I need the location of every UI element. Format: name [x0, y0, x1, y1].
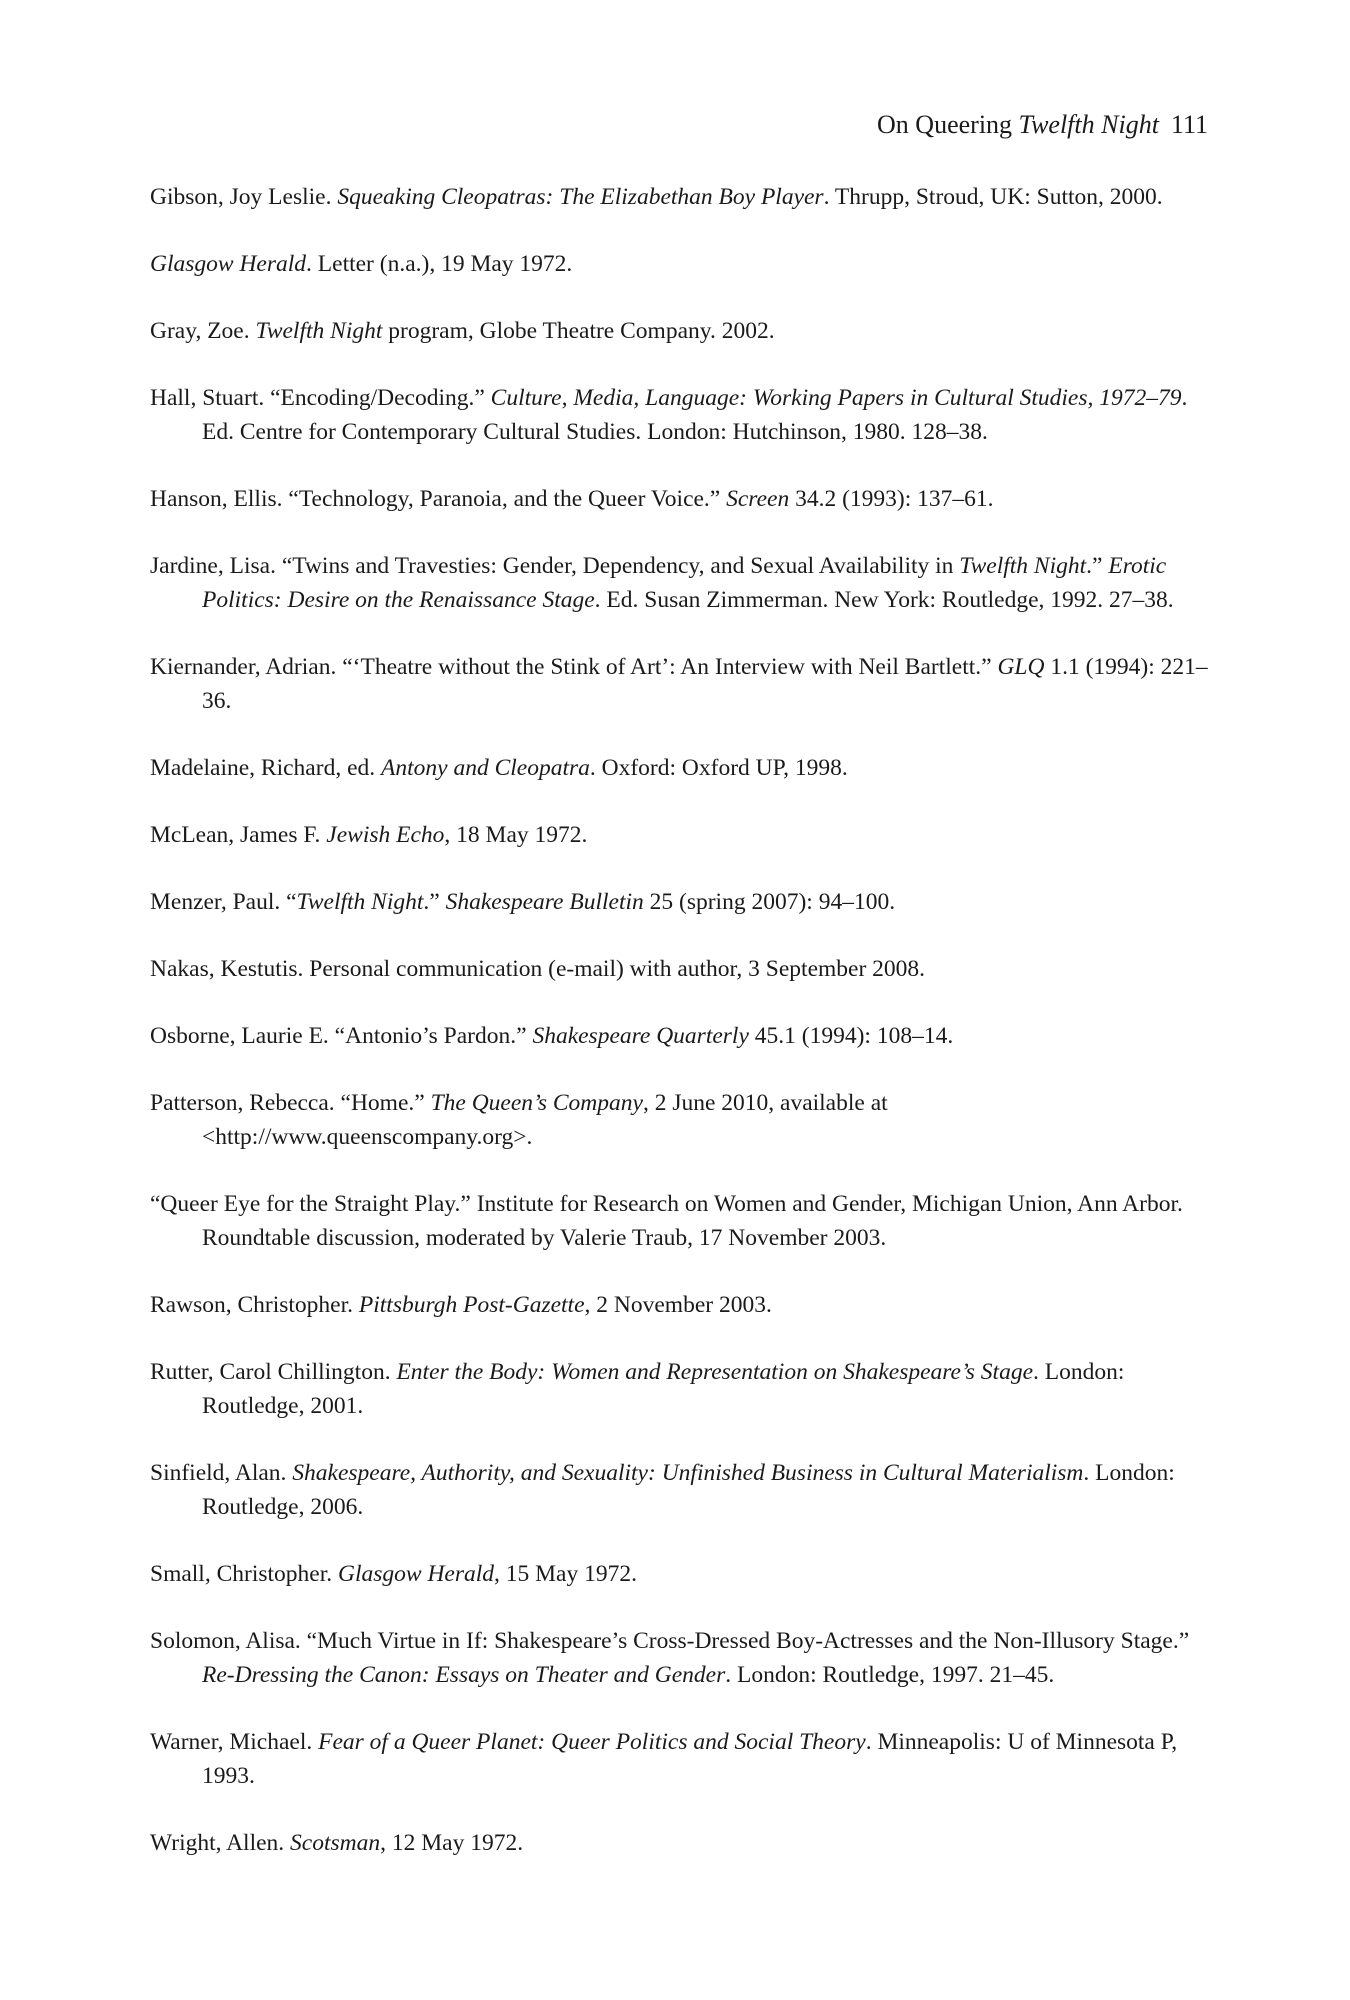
reference-entry [150, 549, 1210, 617]
reference-title-italic: Twelfth Night [296, 889, 424, 915]
reference-text: . Oxford: Oxford UP, 1998. [589, 755, 848, 781]
reference-entry [150, 1725, 1210, 1793]
reference-text: Madelaine, Richard, ed. [150, 755, 381, 781]
reference-text: program, Globe Theatre Company. 2002. [382, 318, 775, 344]
reference-entry [150, 247, 1210, 281]
reference-title-italic: Scotsman [290, 1830, 381, 1856]
reference-entry [150, 1019, 1210, 1053]
reference-entry [150, 482, 1210, 516]
reference-text: “Queer Eye for the Straight Play.” Institute for Research on Women and Gender, Michigan Union, Ann Arbor. Roundtable discussion, moderated by Valerie Traub, 17 November 2003. [150, 1191, 1183, 1251]
reference-entry [150, 1826, 1210, 1860]
reference-entry [150, 180, 1210, 214]
reference-entry [150, 1456, 1210, 1524]
reference-entry [150, 314, 1210, 348]
reference-title-italic: Twelfth Night [959, 553, 1087, 579]
page-number: 111 [1170, 110, 1208, 139]
reference-title-italic: Pittsburgh Post-Gazette [358, 1292, 585, 1318]
reference-text: Nakas, Kestutis. Personal communication (e-mail) with author, 3 September 2008. [150, 956, 926, 982]
reference-text: Gibson, Joy Leslie. [150, 184, 338, 210]
reference-text: . London: Routledge, 2001. [202, 1359, 1125, 1419]
reference-text: , 18 May 1972. [444, 822, 588, 848]
running-head-title-italic: Twelfth Night [1018, 110, 1159, 139]
reference-title-italic: Squeaking Cleopatras: The Elizabethan Boy Player [337, 184, 824, 210]
reference-text: Rutter, Carol Chillington. [150, 1359, 397, 1385]
reference-text: 34.2 (1993): 137–61. [789, 486, 994, 512]
reference-title-italic: Glasgow Herald [150, 251, 307, 277]
reference-title-italic: Shakespeare Quarterly [532, 1023, 749, 1049]
reference-text: Rawson, Christopher. [150, 1292, 359, 1318]
reference-text: Hanson, Ellis. “Technology, Paranoia, and the Queer Voice.” [150, 486, 727, 512]
running-head-title: On Queering [877, 110, 1019, 139]
reference-text: . London: Routledge, 1997. 21–45. [725, 1662, 1055, 1688]
reference-text: Menzer, Paul. “ [150, 889, 297, 915]
reference-entry [150, 1187, 1210, 1255]
reference-entry [150, 952, 1210, 986]
reference-text: . Ed. Susan Zimmerman. New York: Routledge, 1992. 27–38. [594, 587, 1174, 613]
reference-title-italic: The Queen’s Company [430, 1090, 643, 1116]
reference-text: 25 (spring 2007): 94–100. [643, 889, 896, 915]
reference-text: Jardine, Lisa. “Twins and Travesties: Gender, Dependency, and Sexual Availability in [150, 553, 960, 579]
reference-title-italic: Glasgow Herald [338, 1561, 495, 1587]
reference-entry [150, 1086, 1210, 1154]
reference-list [150, 180, 1210, 1893]
reference-text: , 2 June 2010, available at <http://www.queenscompany.org>. [202, 1090, 888, 1150]
reference-text: , 15 May 1972. [494, 1561, 637, 1587]
reference-entry [150, 650, 1210, 718]
reference-entry [150, 1288, 1210, 1322]
reference-entry [150, 1355, 1210, 1423]
reference-text: . Minneapolis: U of Minnesota P, 1993. [202, 1729, 1178, 1789]
reference-title-italic: Erotic Politics: Desire on the Renaissance Stage [202, 553, 1167, 613]
reference-title-italic: Culture, Media, Language: Working Papers in Cultural Studies, 1972–79 [490, 385, 1182, 411]
reference-text: 45.1 (1994): 108–14. [748, 1023, 954, 1049]
reference-text: McLean, James F. [150, 822, 327, 848]
running-head [877, 108, 1208, 142]
reference-title-italic: GLQ [997, 654, 1045, 680]
reference-text: Hall, Stuart. “Encoding/Decoding.” [150, 385, 491, 411]
reference-text: . Letter (n.a.), 19 May 1972. [306, 251, 573, 277]
reference-text: Patterson, Rebecca. “Home.” [150, 1090, 431, 1116]
reference-text: Sinfield, Alan. [150, 1460, 293, 1486]
reference-title-italic: Shakespeare, Authority, and Sexuality: Unfinished Business in Cultural Materialism [292, 1460, 1084, 1486]
reference-title-italic: Jewish Echo [326, 822, 445, 848]
reference-text: . Ed. Centre for Contemporary Cultural Studies. London: Hutchinson, 1980. 128–38. [202, 385, 1188, 445]
reference-text: Small, Christopher. [150, 1561, 338, 1587]
reference-text: Wright, Allen. [150, 1830, 291, 1856]
reference-text: .” [1086, 553, 1109, 579]
reference-title-italic: Shakespeare Bulletin [445, 889, 644, 915]
reference-text: , 12 May 1972. [380, 1830, 524, 1856]
reference-entry [150, 885, 1210, 919]
reference-text: 1.1 (1994): 221–36. [202, 654, 1208, 714]
reference-text: Kiernander, Adrian. “‘Theatre without the Stink of Art’: An Interview with Neil Bartlett.” [150, 654, 998, 680]
reference-entry [150, 751, 1210, 785]
reference-title-italic: Antony and Cleopatra [381, 755, 590, 781]
reference-title-italic: Enter the Body: Women and Representation on Shakespeare’s Stage [396, 1359, 1033, 1385]
reference-entry [150, 818, 1210, 852]
reference-entry [150, 1624, 1210, 1692]
reference-text: . London: Routledge, 2006. [202, 1460, 1175, 1520]
reference-title-italic: Re-Dressing the Canon: Essays on Theater and Gender [202, 1662, 726, 1688]
reference-title-italic: Twelfth Night [255, 318, 383, 344]
reference-entry [150, 1557, 1210, 1591]
reference-text: Warner, Michael. [150, 1729, 319, 1755]
reference-text: Gray, Zoe. [150, 318, 256, 344]
reference-text: , 2 November 2003. [584, 1292, 772, 1318]
reference-text: . Thrupp, Stroud, UK: Sutton, 2000. [823, 184, 1163, 210]
reference-text: Solomon, Alisa. “Much Virtue in If: Shakespeare’s Cross-Dressed Boy-Actresses and the Non-Illusory Stage.” [150, 1628, 1190, 1654]
reference-title-italic: Screen [726, 486, 790, 512]
reference-text: Osborne, Laurie E. “Antonio’s Pardon.” [150, 1023, 533, 1049]
reference-text: .” [423, 889, 446, 915]
reference-title-italic: Fear of a Queer Planet: Queer Politics and Social Theory [318, 1729, 866, 1755]
reference-entry [150, 381, 1210, 449]
